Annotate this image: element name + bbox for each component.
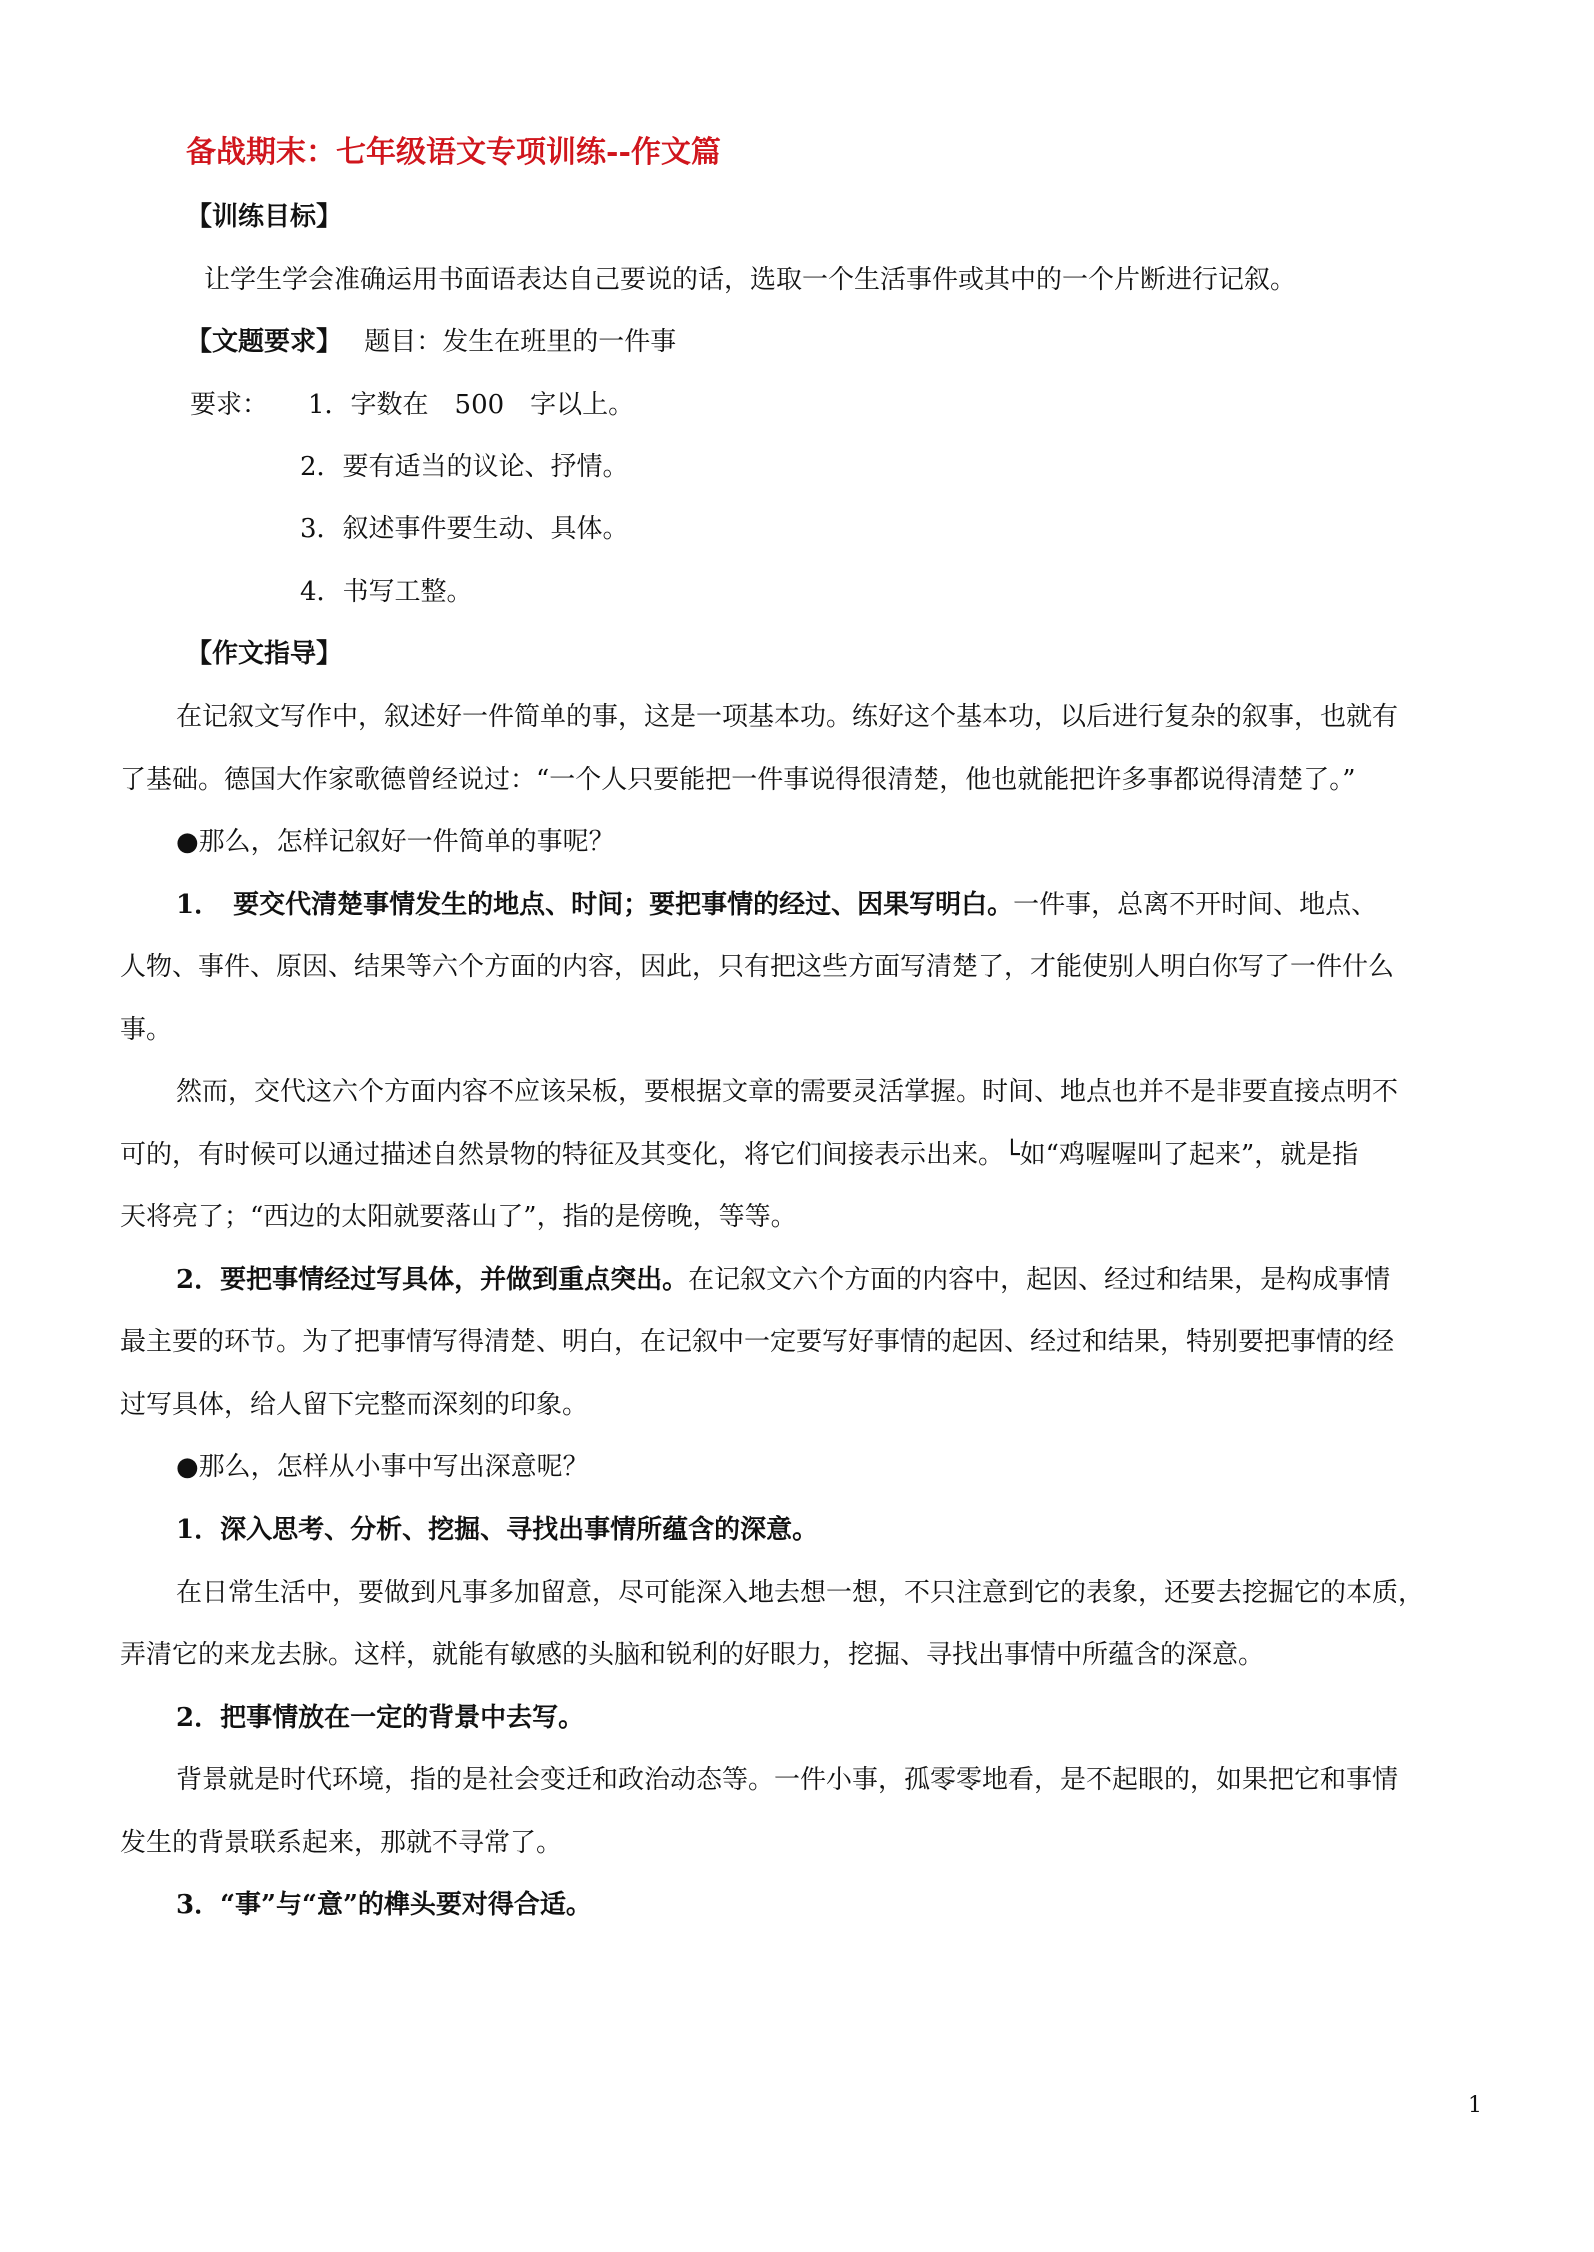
guidance-intro-line-1: 在记叙文写作中，叙述好一件简单的事，这是一项基本功。练好这个基本功，以后进行复杂的叙事，也就有 xyxy=(176,702,1399,732)
point-1-text: 一件事，总离不开时间、地点、 xyxy=(1013,890,1378,920)
requirement-item-4: 4．书写工整。 xyxy=(300,577,473,607)
subpoint-2-line-1: 背景就是时代环境，指的是社会变迁和政治动态等。一件小事，孤零零地看，是不起眼的，如果把它和事情 xyxy=(176,1765,1399,1795)
point-1-line-1 xyxy=(176,888,1546,922)
requirements-heading: 【文题要求】 xyxy=(186,327,343,357)
point-1-line-3: 事。 xyxy=(120,1015,173,1045)
question-2: ●那么，怎样从小事中写出深意呢？ xyxy=(176,1452,589,1482)
requirements-topic: 题目：发生在班里的一件事 xyxy=(364,327,677,357)
point-1b-line-1: 然而，交代这六个方面内容不应该呆板，要根据文章的需要灵活掌握。时间、地点也并不是非要直接点明不 xyxy=(176,1077,1399,1107)
point-2-text: 在记叙文六个方面的内容中，起因、经过和结果，是构成事情 xyxy=(688,1265,1391,1295)
training-goal-heading: 【训练目标】 xyxy=(186,202,343,232)
point-2-heading: 2．要把事情经过写具体，并做到重点突出。 xyxy=(176,1265,689,1295)
point-2-line-3: 过写具体，给人留下完整而深刻的印象。 xyxy=(120,1390,589,1420)
subpoint-3-heading: 3．“事”与“意”的榫头要对得合适。 xyxy=(176,1890,592,1920)
requirements-row xyxy=(186,325,1556,359)
requirements-label: 要求： xyxy=(190,390,269,420)
question-1: ●那么，怎样记叙好一件简单的事呢？ xyxy=(176,827,615,857)
subpoint-1-heading: 1．深入思考、分析、挖掘、寻找出事情所蕴含的深意。 xyxy=(176,1515,819,1545)
training-goal-text: 让学生学会准确运用书面语表达自己要说的话，选取一个生活事件或其中的一个片断进行记叙。 xyxy=(204,265,1297,295)
point-1b-line-2: 可的，有时候可以通过描述自然景物的特征及其变化，将它们间接表示出来。└如“鸡喔喔叫了起来”，就是指 xyxy=(120,1140,1359,1170)
subpoint-1-line-2: 弄清它的来龙去脉。这样，就能有敏感的头脑和锐利的好眼力，挖掘、寻找出事情中所蕴含的深意。 xyxy=(120,1640,1265,1670)
requirement-item-1: 1．字数在 500 字以上。 xyxy=(308,390,635,420)
point-1b-line-3: 天将亮了；“西边的太阳就要落山了”，指的是傍晚，等等。 xyxy=(120,1202,797,1232)
document-title: 备战期末：七年级语文专项训练--作文篇 xyxy=(186,135,721,170)
requirement-item-2: 2．要有适当的议论、抒情。 xyxy=(300,452,629,482)
page-number: 1 xyxy=(1468,2093,1482,2118)
guidance-heading: 【作文指导】 xyxy=(186,639,343,669)
point-2-line-1 xyxy=(176,1263,1546,1297)
guidance-intro-line-2: 了基础。德国大作家歌德曾经说过：“一个人只要能把一件事说得很清楚，他也就能把许多事都说得清楚了。” xyxy=(120,765,1356,795)
subpoint-1-line-1: 在日常生活中，要做到凡事多加留意，尽可能深入地去想一想，不只注意到它的表象，还要去挖掘它的本质， xyxy=(176,1578,1425,1608)
point-1-line-2: 人物、事件、原因、结果等六个方面的内容，因此，只有把这些方面写清楚了，才能使别人明白你写了一件什么 xyxy=(120,952,1395,982)
subpoint-2-heading: 2．把事情放在一定的背景中去写。 xyxy=(176,1703,585,1733)
subpoint-2-line-2: 发生的背景联系起来，那就不寻常了。 xyxy=(120,1828,563,1858)
requirement-item-3: 3．叙述事件要生动、具体。 xyxy=(300,514,629,544)
point-2-line-2: 最主要的环节。为了把事情写得清楚、明白，在记叙中一定要写好事情的起因、经过和结果，特别要把事情的经 xyxy=(120,1327,1395,1357)
point-1-heading: 1． 要交代清楚事情发生的地点、时间；要把事情的经过、因果写明白。 xyxy=(176,890,1014,920)
